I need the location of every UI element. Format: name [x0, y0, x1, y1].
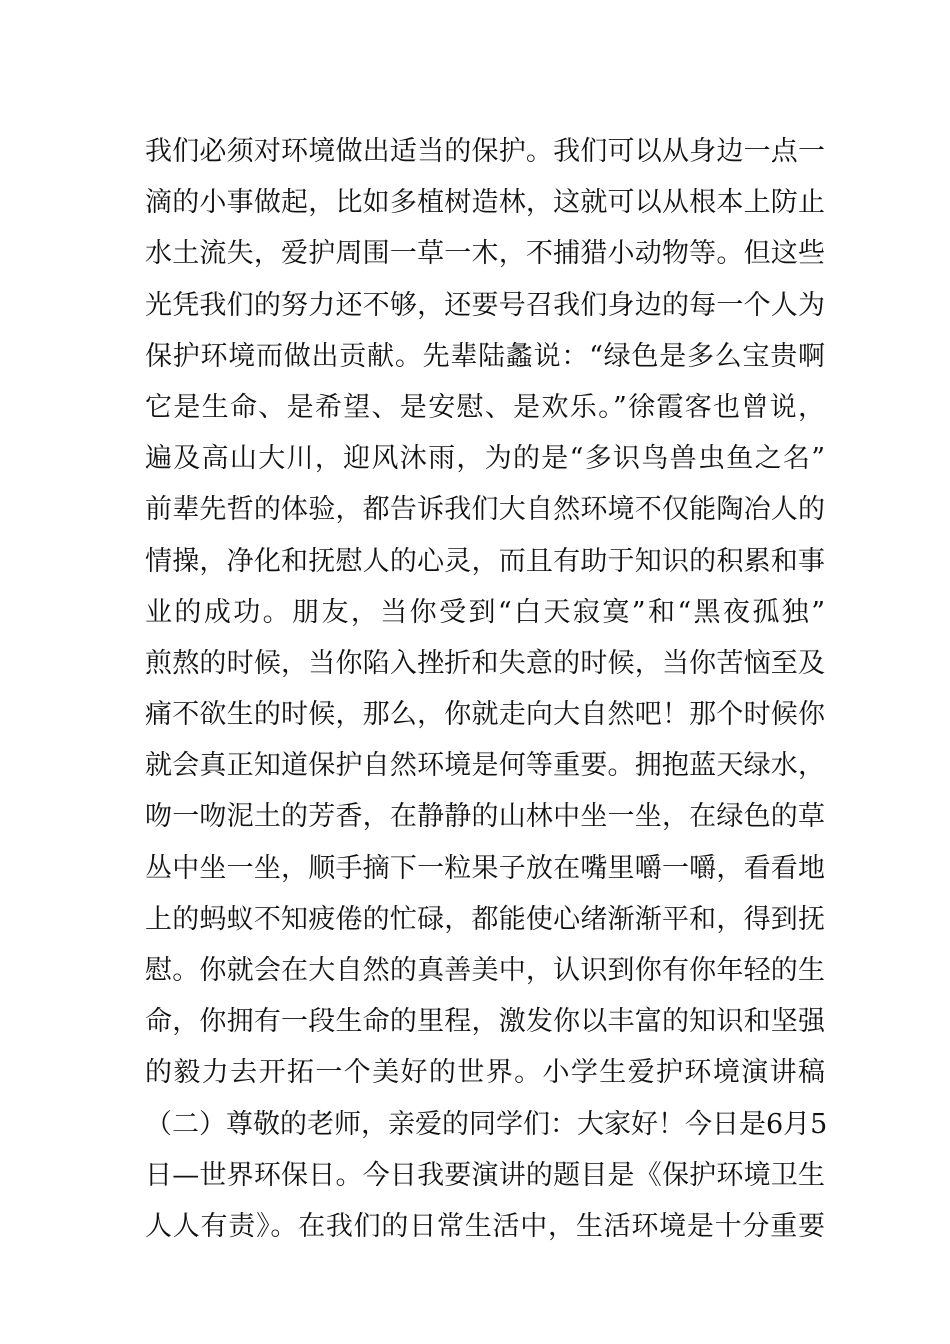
text-line: 的毅力去开拓一个美好的世界。小学生爱护环境演讲稿 — [145, 1057, 825, 1089]
text-line: 就会真正知道保护自然环境是何等重要。拥抱蓝天绿水， — [145, 750, 825, 782]
text-line: 痛不欲生的时候，那么，你就走向大自然吧！那个时候你 — [145, 699, 825, 731]
text-line: 遍及高山大川，迎风沐雨，为的是“多识鸟兽虫鱼之名” — [145, 443, 825, 475]
text-line: 丛中坐一坐，顺手摘下一粒果子放在嘴里嚼一嚼，看看地 — [145, 852, 825, 884]
text-line: 命，你拥有一段生命的里程，激发你以丰富的知识和坚强 — [145, 1006, 825, 1038]
text-line: （二）尊敬的老师，亲爱的同学们：大家好！今日是6月5 — [145, 1108, 828, 1140]
text-line: 煎熬的时候，当你陷入挫折和失意的时候，当你苦恼至及 — [145, 647, 825, 679]
body-text — [145, 126, 828, 1252]
text-line: 日—世界环保日。今日我要演讲的题目是《保护环境卫生 — [145, 1159, 825, 1191]
text-line: 吻一吻泥土的芳香，在静静的山林中坐一坐，在绿色的草 — [145, 801, 825, 833]
text-line: 情操，净化和抚慰人的心灵，而且有助于知识的积累和事 — [145, 545, 825, 577]
text-line: 上的蚂蚁不知疲倦的忙碌，都能使心绪渐渐平和，得到抚 — [145, 903, 825, 935]
text-line: 保护环境而做出贡献。先辈陆蠡说：“绿色是多么宝贵啊 — [145, 340, 825, 372]
text-line: 我们必须对环境做出适当的保护。我们可以从身边一点一 — [145, 136, 825, 167]
text-line: 水土流失，爱护周围一草一木，不捕猎小动物等。但这些 — [145, 238, 825, 270]
text-line: 光凭我们的努力还不够，还要号召我们身边的每一个人为 — [145, 289, 825, 321]
text-line: 业的成功。朋友，当你受到“白天寂寞”和“黑夜孤独” — [145, 596, 825, 628]
text-line: 慰。你就会在大自然的真善美中，认识到你有你年轻的生 — [145, 955, 825, 986]
text-line: 前辈先哲的体验，都告诉我们大自然环境不仅能陶冶人的 — [145, 494, 825, 526]
text-line: 它是生命、是希望、是安慰、是欢乐。”徐霞客也曾说， — [145, 391, 825, 423]
text-line: 人人有责》。在我们的日常生活中，生活环境是十分重要 — [145, 1210, 825, 1242]
text-line: 滴的小事做起，比如多植树造林，这就可以从根本上防止 — [145, 187, 825, 219]
